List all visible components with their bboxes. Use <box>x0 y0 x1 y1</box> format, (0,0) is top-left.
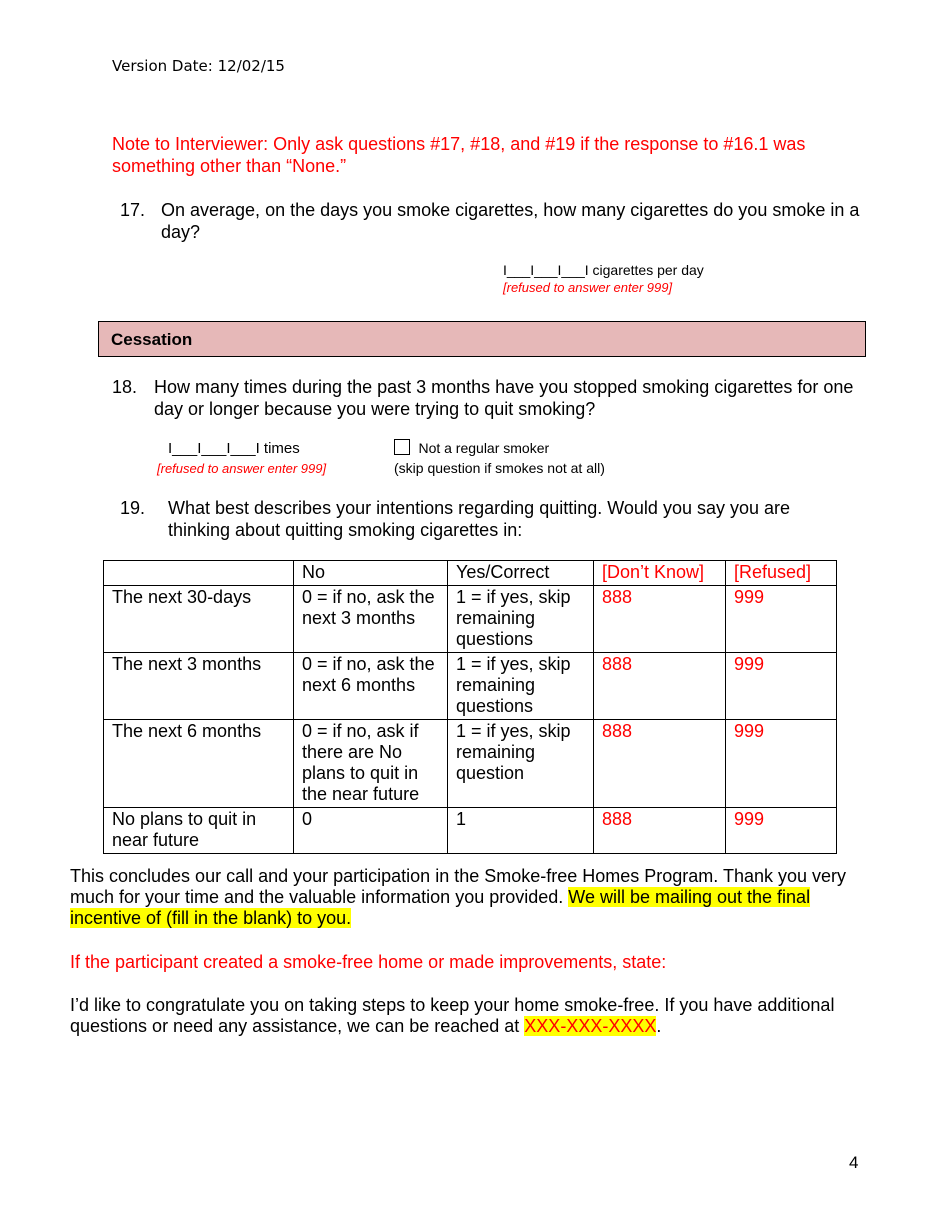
table-cell: 0 = if no, ask if there are No plans to quit in the near future <box>294 720 448 808</box>
period: . <box>656 1016 662 1036</box>
q18-skip-note: (skip question if smokes not at all) <box>394 460 605 476</box>
header-cell: No <box>294 561 448 586</box>
table-cell: 0 <box>294 808 448 854</box>
header-cell: Yes/Correct <box>448 561 594 586</box>
section-title: Cessation <box>111 330 193 349</box>
q17-answer-blank[interactable]: I___I___I___I cigarettes per day <box>503 262 704 278</box>
table-cell: 888 <box>594 720 726 808</box>
closing-paragraph <box>70 866 860 929</box>
table-row <box>104 586 837 653</box>
table-cell: The next 30-days <box>104 586 294 653</box>
table-cell: 888 <box>594 653 726 720</box>
congrats-text: I’d like to congratulate you on taking steps to keep your home smoke-free. If you have additional questions or need any assistance, we can be reached at <box>70 995 835 1036</box>
not-regular-smoker-checkbox[interactable] <box>394 439 410 455</box>
question-17-text: On average, on the days you smoke cigarettes, how many cigarettes do you smoke in a day? <box>161 200 860 242</box>
table-cell: 1 = if yes, skip remaining questions <box>448 653 594 720</box>
question-19-text: What best describes your intentions regarding quitting. Would you say you are thinking about quitting smoking cigarettes in: <box>168 498 791 540</box>
table-cell: 999 <box>726 720 837 808</box>
incentive-highlight: We will be mailing out the final incentive of (fill in the blank) to you. <box>70 887 811 928</box>
congratulation-paragraph <box>70 995 860 1037</box>
question-17-number: 17. <box>120 200 146 220</box>
q18-answer-blank[interactable]: I___I___I___I times <box>168 440 300 457</box>
table-cell: 888 <box>594 808 726 854</box>
question-18-text: How many times during the past 3 months have you stopped smoking cigarettes for one day or longer because you were trying to quit smoking? <box>154 377 854 419</box>
table-cell: 1 <box>448 808 594 854</box>
table-cell: 0 = if no, ask the next 3 months <box>294 586 448 653</box>
interviewer-note: Note to Interviewer: Only ask questions #17, #18, and #19 if the response to #16.1 was something other than “None.” <box>112 134 806 176</box>
table-row <box>104 808 837 854</box>
table-cell: The next 6 months <box>104 720 294 808</box>
table-header-row <box>104 561 837 586</box>
phone-number: XXX-XXX-XXXX <box>524 1016 657 1036</box>
table-cell: 0 = if no, ask the next 6 months <box>294 653 448 720</box>
table-cell: 888 <box>594 586 726 653</box>
quit-intention-table <box>103 560 837 854</box>
table-cell: 999 <box>726 808 837 854</box>
table-row <box>104 653 837 720</box>
table-cell: The next 3 months <box>104 653 294 720</box>
table-cell: 999 <box>726 653 837 720</box>
header-cell: [Refused] <box>726 561 837 586</box>
question-19-number: 19. <box>120 498 146 518</box>
section-header-cessation <box>98 321 866 357</box>
question-18-number: 18. <box>112 377 138 397</box>
q18-refused-note: [refused to answer enter 999] <box>157 461 327 476</box>
q17-refused-note: [refused to answer enter 999] <box>503 280 673 295</box>
header-cell <box>104 561 294 586</box>
not-regular-smoker-option[interactable] <box>394 439 550 460</box>
header-cell: [Don’t Know] <box>594 561 726 586</box>
table-row <box>104 720 837 808</box>
version-date: Version Date: 12/02/15 <box>112 57 285 75</box>
closing-text: This concludes our call and your participation in the Smoke-free Homes Program. Thank you very much for your time and the valuable information you provided. <box>70 866 847 907</box>
instruction-text: If the participant created a smoke-free home or made improvements, state: <box>70 952 667 972</box>
table-cell: 1 = if yes, skip remaining questions <box>448 586 594 653</box>
table-cell: 1 = if yes, skip remaining question <box>448 720 594 808</box>
page-number: 4 <box>849 1153 859 1172</box>
checkbox-label: Not a regular smoker <box>418 440 550 456</box>
table-cell: 999 <box>726 586 837 653</box>
table-cell: No plans to quit in near future <box>104 808 294 854</box>
